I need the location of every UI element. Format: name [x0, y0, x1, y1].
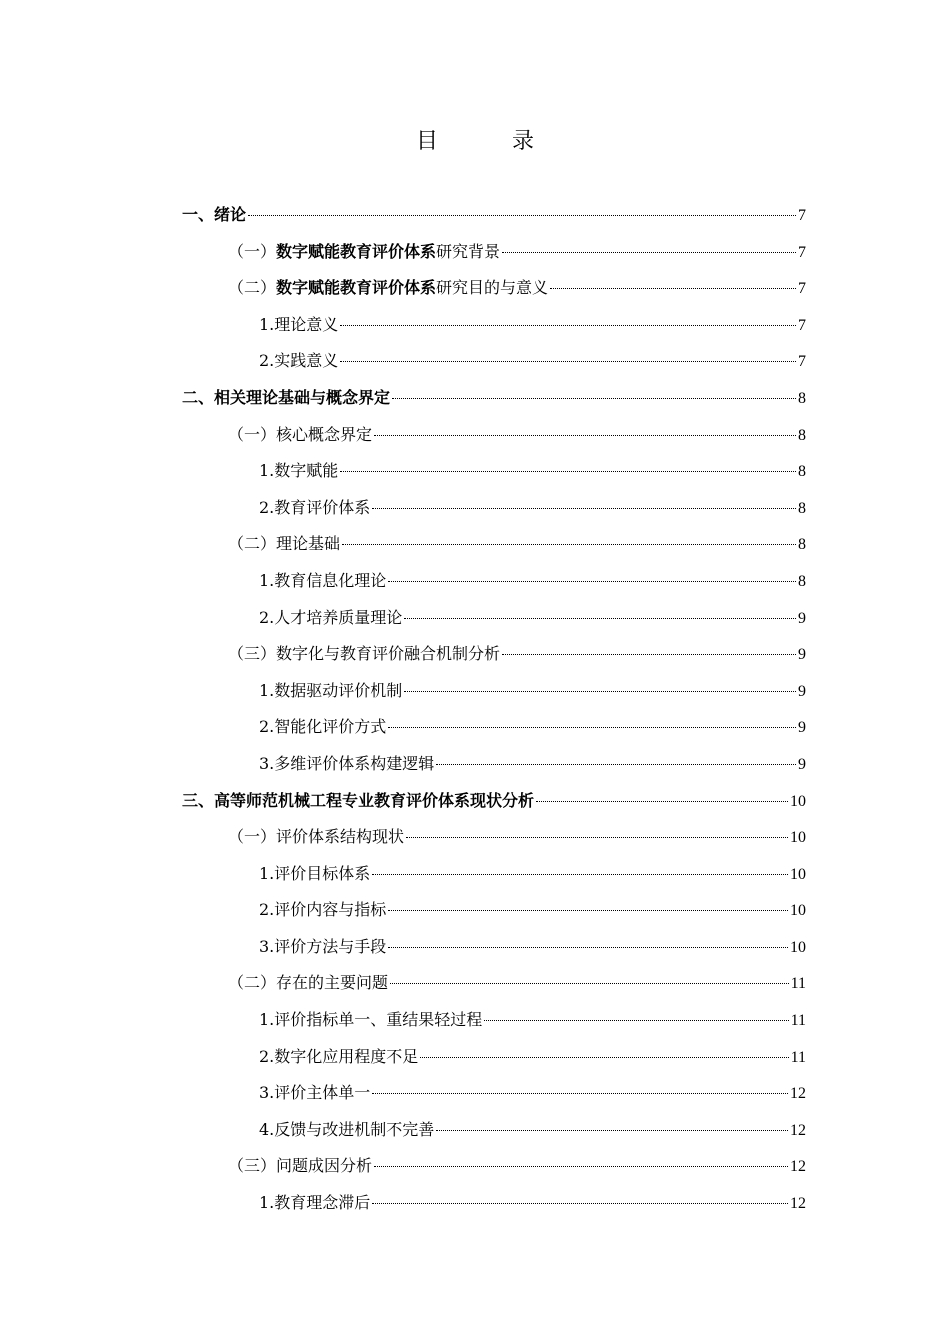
toc-page-number: 12 — [790, 1085, 806, 1103]
toc-entry-title — [259, 1185, 370, 1222]
toc-entry[interactable] — [182, 1002, 806, 1039]
toc-page-number: 8 — [798, 536, 806, 554]
toc-entry[interactable] — [182, 343, 806, 380]
dot-leader — [388, 723, 796, 728]
dot-leader — [406, 833, 788, 838]
toc-entry-text: 2.人才培养质量理论 — [259, 607, 403, 627]
dot-leader — [388, 577, 796, 582]
toc-page-number: 12 — [790, 1195, 806, 1213]
toc-entry-text: 研究背景 — [436, 241, 501, 261]
toc-entry[interactable] — [182, 746, 806, 783]
toc-page-number: 7 — [798, 280, 806, 298]
dot-leader — [390, 979, 789, 984]
toc-page-number: 9 — [798, 609, 806, 627]
toc-entry-text: 3.评价主体单一 — [259, 1083, 371, 1103]
toc-entry-text: 2.教育评价体系 — [259, 497, 371, 517]
toc-entry-number: （二） — [228, 534, 277, 554]
toc-entry[interactable] — [182, 1112, 806, 1149]
toc-entry-title — [228, 1148, 372, 1185]
toc-entry-title — [259, 1039, 418, 1076]
toc-page-number: 9 — [798, 646, 806, 664]
toc-page-number: 11 — [790, 1012, 806, 1030]
toc-entry-number: （二） — [228, 278, 277, 298]
dot-leader — [374, 1162, 788, 1167]
dot-leader — [404, 687, 796, 692]
toc-entry-number: （一） — [228, 827, 277, 847]
toc-entry-text: 1.评价目标体系 — [259, 863, 371, 883]
toc-entry-text: 3.评价方法与手段 — [259, 936, 387, 956]
toc-entry-title — [259, 929, 386, 966]
dot-leader — [536, 797, 788, 802]
dot-leader — [404, 614, 796, 619]
toc-entry[interactable] — [182, 1075, 806, 1112]
toc-entry-text: 1.教育理念滞后 — [259, 1193, 371, 1213]
toc-page-number: 8 — [798, 463, 806, 481]
dot-leader — [502, 248, 796, 253]
toc-page-number: 10 — [790, 938, 806, 956]
toc-page-number: 12 — [790, 1158, 806, 1176]
toc-entry[interactable] — [182, 892, 806, 929]
toc-entry[interactable] — [182, 307, 806, 344]
toc-entry-title — [259, 892, 386, 929]
toc-entry-number: （三） — [228, 644, 277, 664]
toc-entry-text: 三、高等师范机械工程专业教育评价体系现状分析 — [182, 790, 535, 810]
toc-entry-text: 4.反馈与改进机制不完善 — [259, 1119, 435, 1139]
toc-entry-title — [259, 1112, 434, 1149]
toc-entry-text: 1.数据驱动评价机制 — [259, 680, 403, 700]
toc-page-number: 8 — [798, 389, 806, 407]
toc-entry[interactable] — [182, 234, 806, 271]
toc-page-number: 8 — [798, 572, 806, 590]
toc-entry-title — [259, 600, 402, 637]
toc-page-number: 10 — [790, 902, 806, 920]
toc-entry-title — [259, 453, 338, 490]
toc-entry-number: （一） — [228, 424, 277, 444]
toc-entry[interactable] — [182, 270, 806, 307]
toc-entry-bold-text: 数字赋能教育评价体系 — [276, 241, 437, 261]
dot-leader — [340, 357, 796, 362]
toc-entry[interactable] — [182, 856, 806, 893]
toc-entry-title — [228, 270, 548, 307]
toc-entry-title — [259, 673, 402, 710]
dot-leader — [388, 943, 788, 948]
toc-entry-text: 一、绪论 — [182, 205, 247, 224]
dot-leader — [550, 284, 796, 289]
toc-entry-text: 评价体系结构现状 — [276, 827, 405, 847]
dot-leader — [436, 760, 796, 765]
dot-leader — [372, 504, 796, 509]
toc-entry-title — [259, 1075, 370, 1112]
toc-entry-text: 2.数字化应用程度不足 — [259, 1046, 419, 1066]
toc-entry[interactable] — [182, 709, 806, 746]
dot-leader — [392, 394, 796, 399]
dot-leader — [374, 431, 796, 436]
toc-entry-text: 核心概念界定 — [276, 424, 373, 444]
toc-page-number: 10 — [790, 865, 806, 883]
dot-leader — [436, 1126, 788, 1131]
toc-entry[interactable] — [182, 197, 806, 234]
toc-entry-text: 1.理论意义 — [259, 314, 339, 334]
dot-leader — [372, 1089, 788, 1094]
toc-entry-text: 存在的主要问题 — [276, 973, 389, 993]
toc-entry[interactable] — [182, 783, 806, 820]
toc-page-number: 10 — [790, 792, 806, 810]
toc-entry-title — [259, 563, 386, 600]
toc-entry[interactable] — [182, 965, 806, 1002]
toc-entry-title — [228, 965, 388, 1002]
toc-entry[interactable] — [182, 453, 806, 490]
toc-entry-title — [259, 856, 370, 893]
toc-entry-title — [182, 197, 246, 234]
toc-entry-title — [228, 417, 372, 454]
dot-leader — [340, 321, 796, 326]
toc-entry-text: 3.多维评价体系构建逻辑 — [259, 753, 435, 773]
dot-leader — [340, 467, 796, 472]
toc-entry-text: 理论基础 — [276, 534, 341, 554]
toc-entry-title — [259, 1002, 482, 1039]
toc-entry[interactable] — [182, 929, 806, 966]
toc-entry-title — [228, 234, 500, 271]
toc-entry-text: 1.教育信息化理论 — [259, 570, 387, 590]
toc-entry-title — [182, 783, 534, 820]
toc-entry-bold-text: 数字赋能教育评价体系 — [276, 278, 437, 298]
toc-page-number: 7 — [798, 243, 806, 261]
toc-entry-number: （一） — [228, 241, 277, 261]
toc-page-number: 9 — [798, 755, 806, 773]
toc-page-number: 11 — [790, 1048, 806, 1066]
toc-entry-title — [259, 709, 386, 746]
toc-entry[interactable] — [182, 526, 806, 563]
toc-page-number: 8 — [798, 499, 806, 517]
toc-entry-title — [228, 819, 404, 856]
dot-leader — [502, 650, 796, 655]
toc-entry-text: 2.评价内容与指标 — [259, 900, 387, 920]
dot-leader — [342, 540, 796, 545]
toc-entry-title — [259, 343, 338, 380]
toc-entry-text: 1.数字赋能 — [259, 461, 339, 481]
toc-entry-text: 2.智能化评价方式 — [259, 717, 387, 737]
toc-entry[interactable] — [182, 380, 806, 417]
toc-page-number: 8 — [798, 426, 806, 444]
toc-entry[interactable] — [182, 673, 806, 710]
table-of-contents — [182, 197, 806, 1222]
toc-entry-title — [259, 746, 434, 783]
toc-entry-text: 数字化与教育评价融合机制分析 — [276, 644, 501, 664]
toc-page-number: 7 — [798, 207, 806, 224]
toc-entry-title — [259, 490, 370, 527]
toc-page-number: 7 — [798, 353, 806, 371]
toc-entry[interactable] — [182, 600, 806, 637]
toc-entry-number: （三） — [228, 1156, 277, 1176]
toc-page-number: 11 — [790, 975, 806, 993]
dot-leader — [484, 1016, 788, 1021]
toc-entry[interactable] — [182, 490, 806, 527]
dot-leader — [248, 211, 796, 216]
toc-entry-text: 研究目的与意义 — [436, 278, 549, 298]
toc-entry-title — [182, 380, 390, 417]
toc-entry[interactable] — [182, 1185, 806, 1222]
toc-page-number: 12 — [790, 1121, 806, 1139]
toc-entry-text: 1.评价指标单一、重结果轻过程 — [259, 1010, 483, 1030]
toc-page-number: 9 — [798, 682, 806, 700]
toc-page-number: 9 — [798, 719, 806, 737]
toc-entry-text: 问题成因分析 — [276, 1156, 373, 1176]
toc-entry-title — [228, 636, 500, 673]
toc-entry-title — [259, 307, 338, 344]
toc-page-number: 7 — [798, 316, 806, 334]
toc-entry[interactable] — [182, 417, 806, 454]
dot-leader — [388, 906, 788, 911]
toc-page-number: 10 — [790, 829, 806, 847]
dot-leader — [420, 1053, 788, 1058]
toc-entry[interactable] — [182, 563, 806, 600]
toc-entry-text: 二、相关理论基础与概念界定 — [182, 387, 391, 407]
toc-entry[interactable] — [182, 1148, 806, 1185]
toc-entry-text: 2.实践意义 — [259, 351, 339, 371]
toc-entry[interactable] — [182, 1039, 806, 1076]
toc-entry-title — [228, 526, 340, 563]
toc-entry-number: （二） — [228, 973, 277, 993]
dot-leader — [372, 870, 788, 875]
toc-entry[interactable] — [182, 636, 806, 673]
page-title: 目 录 — [415, 129, 560, 154]
dot-leader — [372, 1199, 788, 1204]
toc-entry[interactable] — [182, 819, 806, 856]
